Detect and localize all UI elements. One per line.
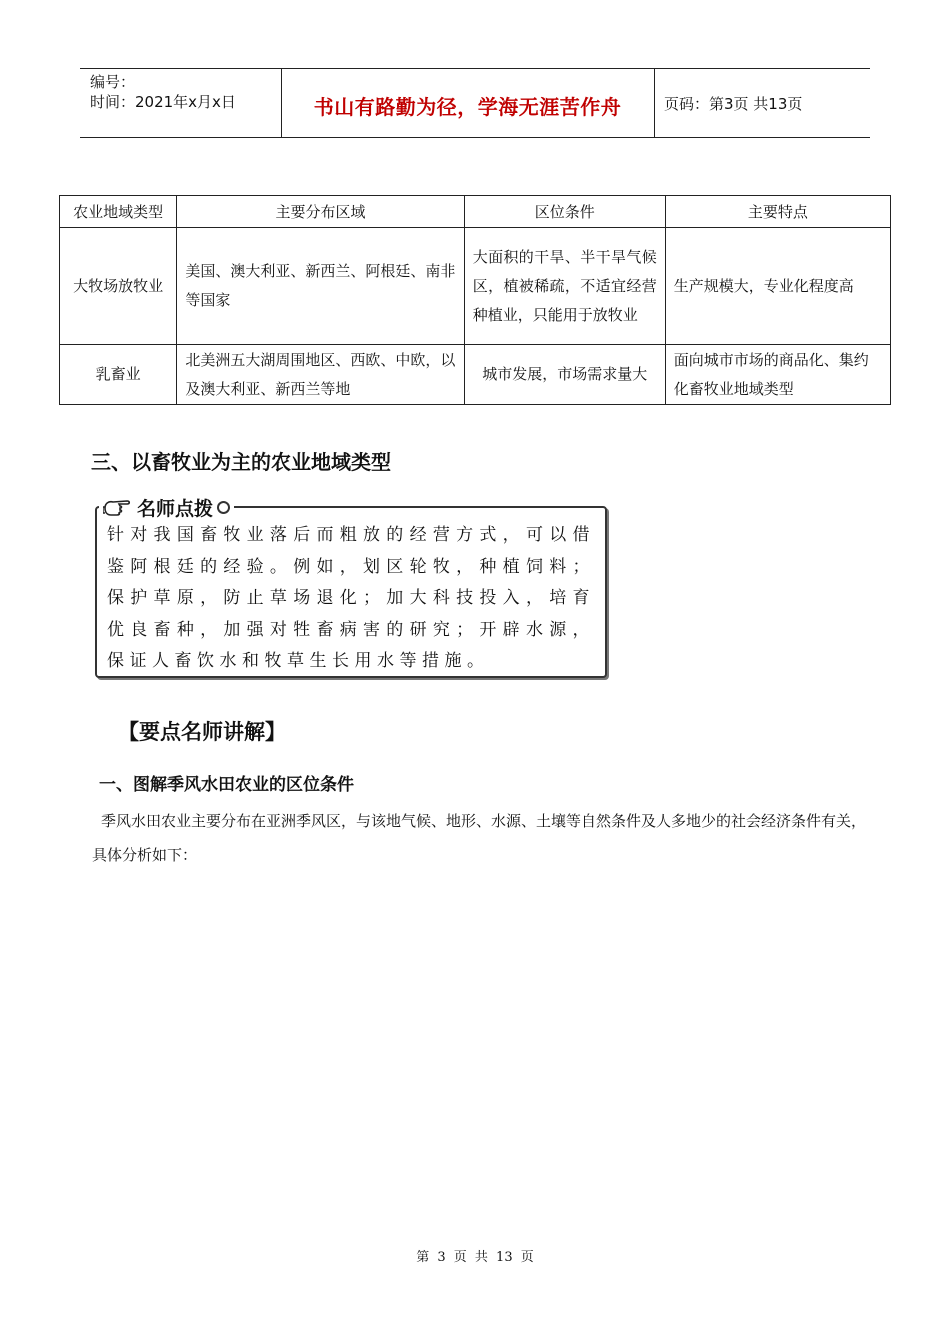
table-cell-type: 乳畜业: [60, 345, 177, 405]
tip-box: [95, 498, 607, 678]
tip-title-wrap: [99, 494, 234, 521]
agriculture-type-table: [59, 195, 891, 405]
page-header: [80, 68, 870, 138]
table-cell-features: 生产规模大，专业化程度高: [665, 228, 890, 345]
tip-title: 名师点拨: [137, 498, 214, 520]
number-label: 编号：: [90, 73, 136, 91]
table-header-cell: 区位条件: [464, 196, 665, 228]
header-divider: [654, 69, 655, 137]
table-header-cell: 主要特点: [665, 196, 890, 228]
table-cell-type: 大牧场放牧业: [60, 228, 177, 345]
table-cell-regions: 北美洲五大湖周围地区、西欧、中欧，以及澳大利亚、新西兰等地: [177, 345, 464, 405]
table-row: [60, 228, 891, 345]
section-heading: 三、以畜牧业为主的农业地域类型: [91, 450, 391, 474]
table-cell-regions: 美国、澳大利亚、新西兰、阿根廷、南非等国家: [177, 228, 464, 345]
pointing-hand-icon: [103, 496, 133, 520]
time-label: 时间：2021年x月x日: [90, 93, 236, 111]
table-header-row: [60, 196, 891, 228]
key-points-heading: 【要点名师讲解】: [118, 720, 286, 744]
header-meta: [90, 72, 236, 112]
tip-body: 针对我国畜牧业落后而粗放的经营方式，可以借鉴阿根廷的经验。例如，划区轮牧，种植饲料；保护草原，防止草场退化；加大科技投入，培育优良畜种，加强对牲畜病害的研究；开辟水源，保证人畜饮水和牧草生长用水等措施。: [107, 525, 595, 671]
header-motto: 书山有路勤为径，学海无涯苦作舟: [313, 95, 622, 119]
header-page-info: 页码：第3页 共13页: [664, 95, 803, 113]
body-paragraph: 季风水田农业主要分布在亚洲季风区，与该地气候、地形、水源、土壤等自然条件及人多地少的社会经济条件有关，具体分析如下：: [92, 812, 867, 864]
page-footer: 第 3 页 共 13 页: [416, 1250, 534, 1265]
table-header-cell: 主要分布区域: [177, 196, 464, 228]
table-cell-conditions: 大面积的干旱、半干旱气候区，植被稀疏，不适宜经营种植业，只能用于放牧业: [464, 228, 665, 345]
table-row: [60, 345, 891, 405]
subsection-heading: 一、图解季风水田农业的区位条件: [99, 775, 354, 795]
table-header-cell: 农业地域类型: [60, 196, 177, 228]
table-cell-conditions: 城市发展，市场需求量大: [464, 345, 665, 405]
circle-icon: [217, 501, 230, 514]
table-cell-features: 面向城市市场的商品化、集约化畜牧业地域类型: [665, 345, 890, 405]
